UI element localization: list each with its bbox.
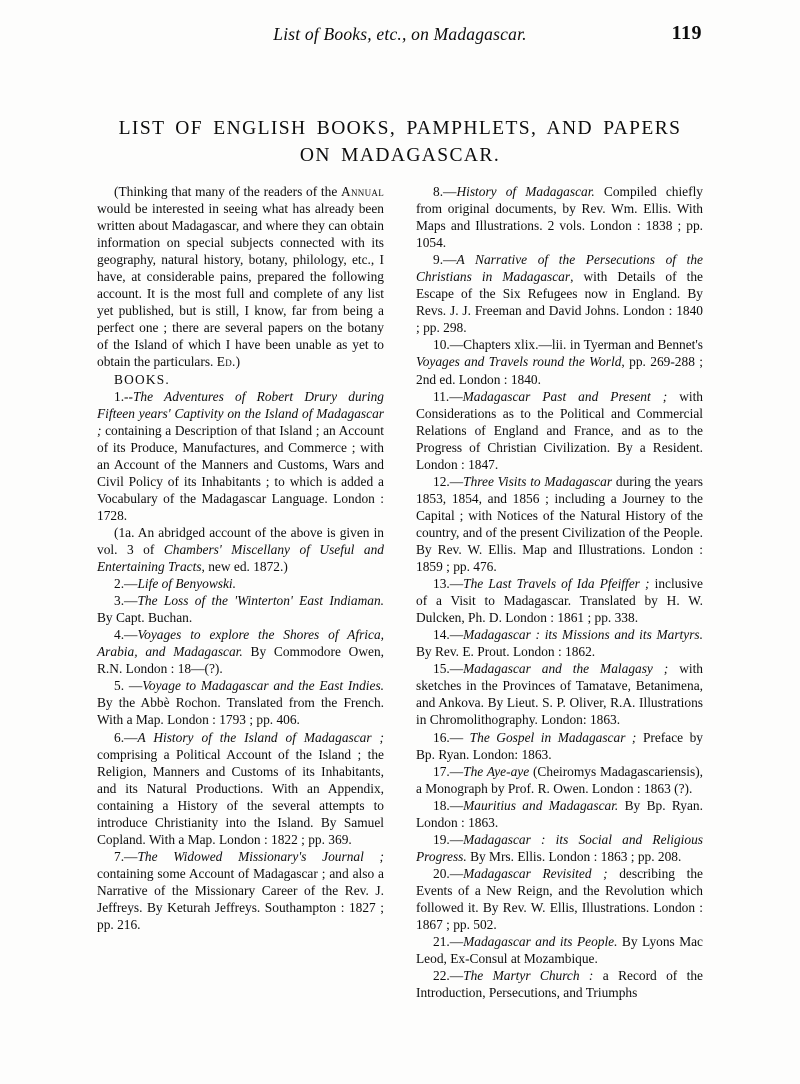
entry-number: 7.— — [114, 848, 138, 864]
entry-title: Mauritius and Madagascar. — [463, 797, 619, 813]
entry-details: By the Abbè Rochon. Translated from the French. With a Map. London : 1793 ; pp. 406. — [97, 695, 384, 728]
page-number: 119 — [671, 22, 702, 44]
body-columns — [97, 183, 703, 1013]
editor-note-text-3: ) — [235, 354, 241, 370]
entry-number: 3.— — [114, 593, 138, 609]
entry-title: The Martyr Church : — [463, 968, 594, 984]
bibliography-entry — [416, 626, 703, 660]
section-heading-books: BOOKS. — [114, 371, 170, 387]
bibliography-entry — [97, 592, 384, 626]
entry-number: 17.— — [433, 763, 464, 779]
entry-title: A Narrative of the Persecutions of the Christians in Madagascar — [416, 252, 703, 285]
entry-number: 6.— — [114, 729, 138, 745]
bibliography-entry — [416, 933, 703, 967]
entry-title: History of Madagascar. — [456, 184, 595, 199]
entry-number: 2.— — [114, 576, 138, 592]
entry-number: 8.— — [433, 184, 457, 199]
editor-note-text-2: would be interested in seeing what has already been written about Madagascar, and where they can obtain information on special subjects connected with its geography, natural history, botany, philology, etc., I have, at considerable pains, prepared the following account. It is the most full and complete of any list yet published, but is still, I know, far from being a perfect one ; there are several papers on the botany of the Island of which I have been unable as yet to obtain the particulars. — [97, 201, 384, 370]
bibliography-entry — [97, 575, 384, 592]
entry-number: 12.— — [433, 473, 464, 489]
bibliography-entry — [97, 677, 384, 728]
entry-title: Life of Benyowski. — [137, 576, 236, 592]
entry-number: 5. — — [114, 678, 143, 694]
entry-title: The Widowed Missionary's Journal ; — [137, 848, 384, 864]
entry-number: 1.-- — [114, 388, 133, 404]
entry-number: 21.— — [433, 934, 464, 950]
entry-number: 19.— — [433, 831, 464, 847]
bibliography-entry — [416, 865, 703, 933]
entry-details: By Mrs. Ellis. London : 1863 ; pp. 208. — [466, 848, 682, 864]
bibliography-entry — [97, 524, 384, 575]
entry-title: Madagascar : its Missions and its Martyrs. — [463, 627, 703, 643]
entry-number: 22.— — [433, 968, 464, 984]
bibliography-entry — [416, 797, 703, 831]
running-head — [100, 24, 700, 52]
entry-title: Madagascar Past and Present ; — [462, 388, 668, 404]
entry-title: The Adventures of Robert Drury during Fifteen years' Captivity on the Island of Madagascar ; — [97, 388, 384, 438]
entry-number: 11.— — [433, 388, 463, 404]
entry-details: containing a Description of that Island ; an Account of its Produce, Manufactures, and Commerce ; with an Account of the Manners and Customs, Wars and Civil Policy of its Inhabitants ; to which is added a Vocabulary of the Madagascar Language. London : 1728. — [97, 422, 384, 523]
entry-title: Madagascar Revisited ; — [463, 865, 608, 881]
entry-details: Preface by Bp. Ryan. London: 1863. — [416, 729, 704, 762]
bibliography-entry — [416, 660, 703, 728]
entry-details: By Commodore Owen, R.N. London : 18—(?). — [97, 644, 384, 677]
editor-signature: Ed. — [216, 354, 236, 370]
entry-details: (Cheiromys Madagascariensis), a Monograph by Prof. R. Owen. London : 1863 (?). — [416, 763, 704, 796]
entry-title: The Aye-aye — [463, 763, 530, 779]
entry-number: 16.— — [433, 729, 470, 745]
bibliography-entry — [416, 967, 703, 1001]
bibliography-entry — [416, 763, 703, 797]
column-right — [416, 183, 703, 1001]
bibliography-entry — [97, 848, 384, 933]
entry-details: with Considerations as to the Political and Commercial Relations of England and France, and as to the Progress of Christian Civilization. By a Resident. London : 1847. — [416, 388, 703, 472]
entry-details: comprising a Political Account of the Island ; the Religion, Manners and Customs of its Inhabitants, and its Natural Productions. With an Appendix, containing a History of the several attempts to introduce Christianity into the Island. By Samuel Copland. With a Map. London : 1822 ; pp. 369. — [97, 746, 384, 847]
entry-details: Compiled chiefly from original documents, by Rev. Wm. Ellis. With Maps and Illustrations. 2 vols. London : 1838 ; pp. 1054. — [416, 184, 703, 251]
entry-details: , with Details of the Escape of the Six Refugees now in England. By Revs. J. J. Freeman and David Johns. London : 1840 ; pp. 298. — [416, 269, 703, 336]
entry-number: 10.— — [433, 337, 464, 353]
entry-details: describing the Events of a New Reign, and the Revolution which followed it. By Rev. W. Ellis, Illustrations. London : 1867 ; pp. 502. — [416, 865, 703, 933]
entry-details: By Rev. E. Prout. London : 1862. — [416, 644, 596, 660]
entry-number: 18.— — [433, 797, 464, 813]
bibliography-entry — [416, 183, 703, 251]
entry-title: Madagascar : its Social and Religious Progress. — [416, 831, 703, 864]
entry-details: By Lyons Mac Leod, Ex-Consul at Mozambique. — [416, 934, 703, 967]
bibliography-entry — [97, 388, 384, 524]
entry-title: Voyages and Travels round the World — [416, 354, 622, 370]
bibliography-entry — [416, 729, 703, 763]
entry-details: inclusive of a Visit to Madagascar. Translated by H. W. Dulcken, Ph. D. London : 1861 ; pp. 338. — [416, 576, 703, 626]
entry-number: 4.— — [114, 627, 138, 643]
bibliography-entry — [97, 729, 384, 848]
bibliography-entry — [416, 831, 703, 865]
entry-title: Three Visits to Madagascar — [463, 473, 613, 489]
entry-details: , new ed. 1872.) — [201, 559, 288, 575]
entry-title: Madagascar and the Malagasy ; — [463, 661, 669, 677]
entry-details: , pp. 269-288 ; 2nd ed. London : 1840. — [416, 354, 703, 387]
annual-smallcaps: Annual — [341, 184, 384, 199]
bibliography-entry — [97, 626, 384, 677]
entry-title: The Loss of the 'Winterton' East Indiaman. — [137, 593, 384, 609]
entry-title: The Last Travels of Ida Pfeiffer ; — [463, 576, 650, 592]
entry-prefix: (1a. An abridged account of the above is given in vol. 3 of — [97, 524, 384, 557]
entry-title: The Gospel in Madagascar ; — [469, 729, 637, 745]
bibliography-entry — [416, 388, 703, 473]
column-left — [97, 183, 384, 933]
entry-number: 14.— — [433, 627, 464, 643]
editor-note — [97, 183, 384, 371]
entry-details: By Bp. Ryan. London : 1863. — [416, 797, 703, 830]
page-title — [90, 115, 710, 169]
entry-number: 15.— — [433, 661, 464, 677]
page-title-line-2: ON MADAGASCAR. — [299, 145, 501, 166]
entry-number: 20.— — [433, 865, 464, 881]
entry-title: Voyages to explore the Shores of Africa, Arabia, and Madagascar. — [97, 627, 384, 660]
entry-title: Chambers' Miscellany of Useful and Entertaining Tracts — [97, 541, 384, 575]
entry-details: during the years 1853, 1854, and 1856 ; including a Journey to the Capital ; with Notices of the Natural History of the country, and of the present Civilization of the People. By Rev. W. Ellis. Map and Illustrations. London : 1859 ; pp. 476. — [416, 473, 703, 575]
entry-number: 13.— — [433, 576, 464, 592]
bibliography-entry — [416, 575, 703, 626]
entry-prefix: Chapters xlix.—lii. in Tyerman and Bennet's — [463, 337, 703, 353]
entry-details: a Record of the Introduction, Persecutions, and Triumphs — [416, 968, 703, 1001]
page-title-line-1: LIST OF ENGLISH BOOKS, PAMPHLETS, AND PAPERS — [118, 118, 682, 139]
bibliography-entry — [416, 336, 703, 387]
entry-details: By Capt. Buchan. — [97, 610, 193, 626]
entry-details: with sketches in the Provinces of Tamatave, Betanimena, and Ankova. By Lieut. S. P. Oliver, R.A. Illustrations in Chromolithography. London: 1863. — [416, 661, 703, 728]
entry-details: containing some Account of Madagascar ; and also a Narrative of the Missionary Career of the Rev. J. Jeffreys. By Keturah Jeffreys. Southampton : 1827 ; pp. 216. — [97, 865, 384, 933]
entry-title: Voyage to Madagascar and the East Indies. — [142, 678, 385, 694]
editor-note-text-1: (Thinking that many of the readers of the — [114, 184, 342, 199]
bibliography-entry — [416, 473, 703, 575]
entry-title: Madagascar and its People. — [463, 934, 618, 950]
entry-title: A History of the Island of Madagascar ; — [137, 729, 384, 745]
running-head-title: List of Books, etc., on Madagascar. — [273, 24, 527, 44]
bibliography-entry — [416, 251, 703, 336]
entry-number: 9.— — [433, 252, 457, 268]
